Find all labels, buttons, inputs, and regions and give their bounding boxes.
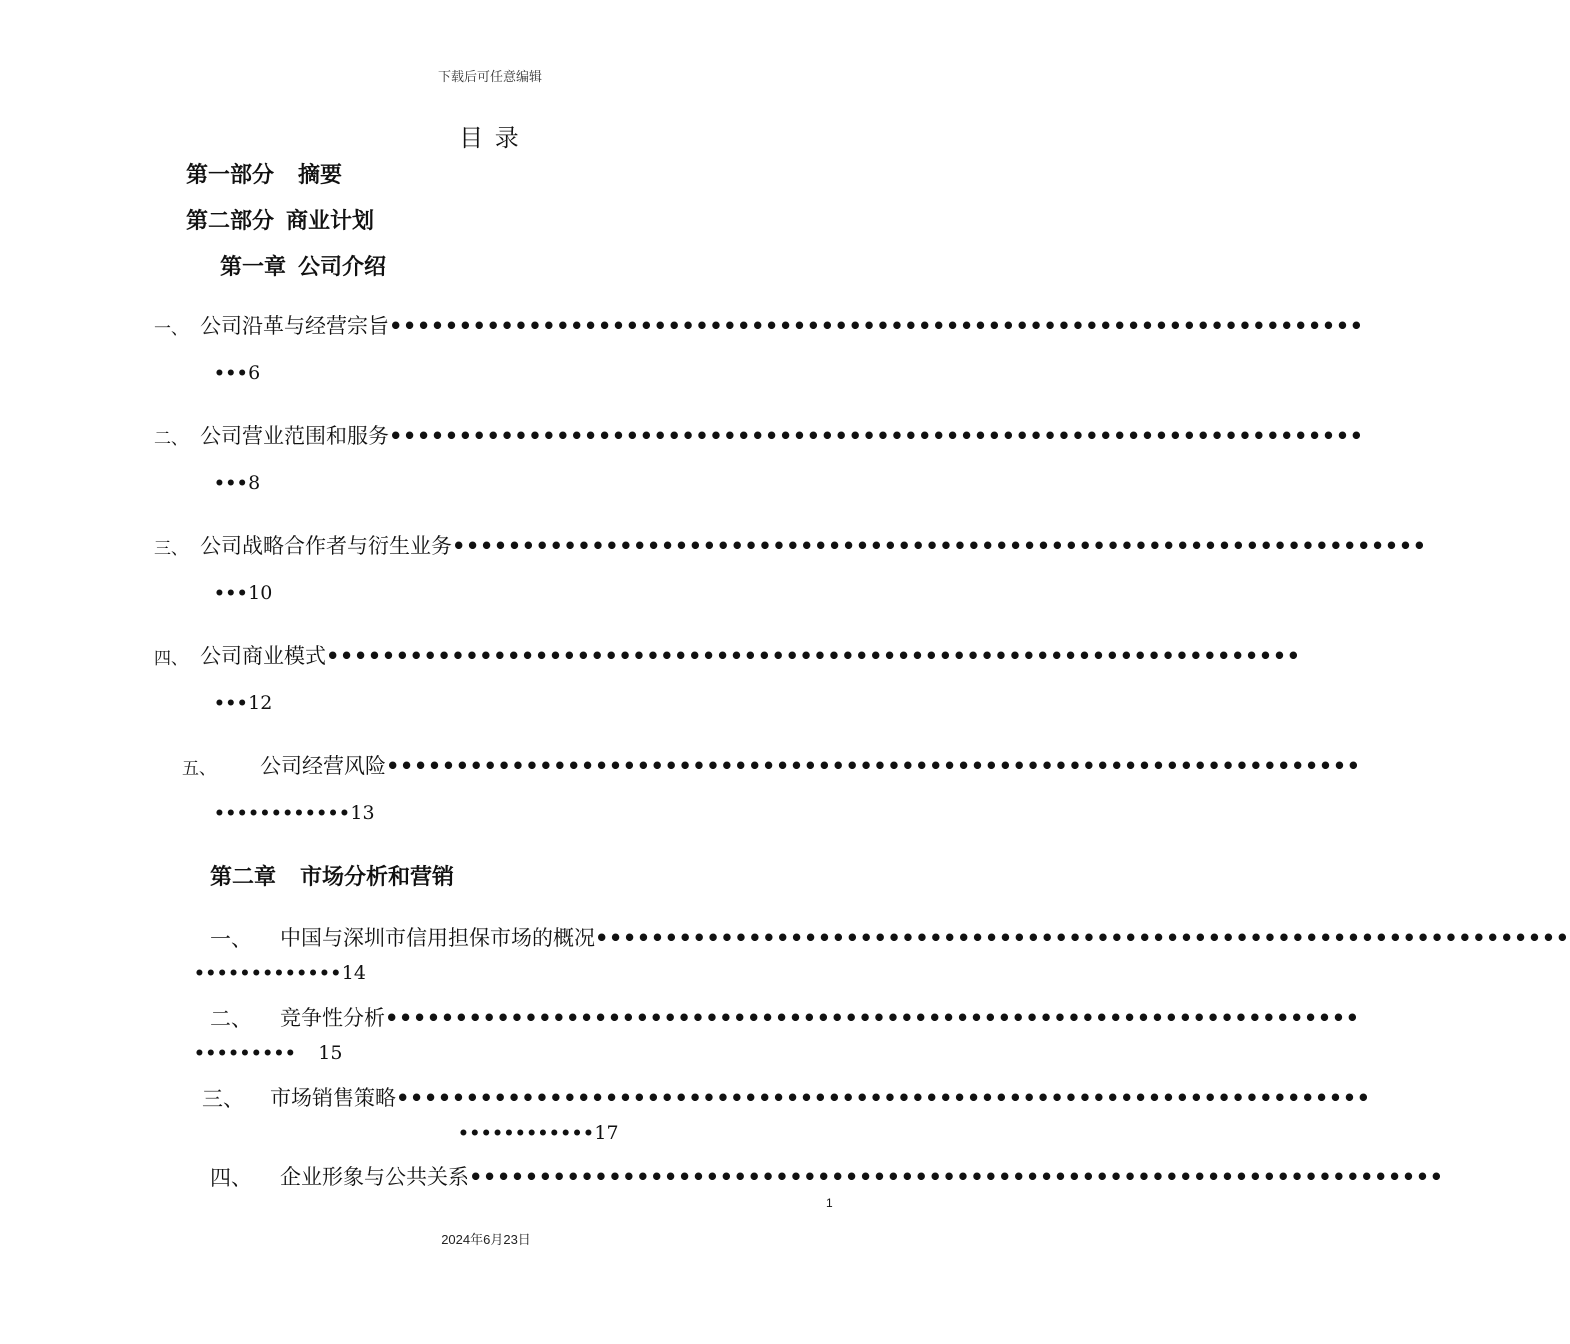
toc-entry-1-3[interactable] bbox=[200, 530, 1427, 560]
toc-chapter-1[interactable] bbox=[220, 250, 386, 281]
toc-entry-1-2[interactable] bbox=[200, 420, 1364, 450]
leader-dots: •••••••••••••••••••••••••••••••••••••••••••••••••••••••••••••••••••••• bbox=[385, 1006, 1360, 1030]
entry-title: 公司战略合作者与衍生业务 bbox=[200, 534, 452, 558]
entry-page: 17 bbox=[594, 1122, 619, 1144]
part-title: 商业计划 bbox=[286, 209, 375, 234]
part-title: 摘要 bbox=[298, 163, 343, 188]
chapter-label: 第二章 bbox=[210, 864, 277, 890]
entry-number: 三、 bbox=[202, 1087, 244, 1111]
entry-number: 四、 bbox=[210, 1166, 252, 1190]
toc-chapter-2[interactable] bbox=[210, 860, 454, 891]
entry-page: 8 bbox=[248, 472, 261, 494]
entry-number: 一、 bbox=[154, 319, 188, 339]
entry-page-line: •••10 bbox=[214, 582, 273, 604]
footer-date: 2024年6月23日 bbox=[441, 1232, 531, 1247]
toc-entry-2-1[interactable] bbox=[280, 922, 1570, 952]
toc-part-1[interactable] bbox=[186, 158, 342, 189]
entry-number: 二、 bbox=[154, 429, 188, 449]
entry-title: 市场销售策略 bbox=[270, 1086, 396, 1110]
toc-entry-2-2[interactable] bbox=[280, 1002, 1360, 1032]
entry-page-line: •••8 bbox=[214, 472, 261, 494]
entry-page: 13 bbox=[350, 802, 375, 824]
entry-title: 竞争性分析 bbox=[280, 1006, 385, 1030]
entry-title: 公司经营风险 bbox=[260, 754, 386, 778]
entry-page: 6 bbox=[248, 362, 261, 384]
toc-entry-1-1[interactable] bbox=[200, 310, 1364, 340]
entry-number: 五、 bbox=[182, 759, 216, 779]
entry-number: 三、 bbox=[154, 539, 188, 559]
toc-title: 目 录 bbox=[459, 124, 521, 152]
entry-number: 一、 bbox=[210, 927, 252, 951]
toc-entry-1-5[interactable] bbox=[260, 750, 1361, 780]
entry-page: 15 bbox=[318, 1042, 343, 1064]
chapter-label: 第一章 bbox=[220, 255, 287, 280]
part-label: 第一部分 bbox=[186, 163, 275, 188]
entry-page: 10 bbox=[248, 582, 273, 604]
leader-dots: •••••••••••••••••••••••••••••••••••••••••••••••••••••••••••••••••••••• bbox=[386, 754, 1361, 778]
entry-page-line: •••12 bbox=[214, 692, 273, 714]
entry-page: 12 bbox=[248, 692, 273, 714]
entry-title: 公司商业模式 bbox=[200, 644, 326, 668]
leader-dots: •••••••••••••••••••••••••••••••••••••••••••••••••••••••••••••••••••••• bbox=[389, 314, 1364, 338]
entry-title: 企业形象与公共关系 bbox=[280, 1165, 469, 1189]
toc-entry-1-4[interactable] bbox=[200, 640, 1301, 670]
entry-title: 中国与深圳市信用担保市场的概况 bbox=[280, 926, 595, 950]
chapter-title: 公司介绍 bbox=[298, 255, 387, 280]
toc-entry-2-3[interactable] bbox=[270, 1082, 1371, 1112]
entry-page-line: ••••••••••••17 bbox=[458, 1122, 619, 1144]
page-number: 1 bbox=[826, 1196, 833, 1210]
entry-page-line: •••6 bbox=[214, 362, 261, 384]
leader-dots: •••••••••••••••••••••••••••••••••••••••••••••••••••••••••••••••••••••• bbox=[469, 1165, 1444, 1189]
header-note: 下载后可任意编辑 bbox=[437, 70, 542, 85]
entry-title: 公司沿革与经营宗旨 bbox=[200, 314, 389, 338]
toc-entry-2-4[interactable] bbox=[280, 1161, 1444, 1191]
entry-number: 二、 bbox=[210, 1007, 252, 1031]
leader-dots: •••••••••••••••••••••••••••••••••••••••••••••••••••••••••••••••••••••• bbox=[326, 644, 1301, 668]
leader-dots: •••••••••••••••••••••••••••••••••••••••••••••••••••••••••••••••••••••• bbox=[389, 424, 1364, 448]
part-label: 第二部分 bbox=[186, 209, 275, 234]
leader-dots: •••••••••••••••••••••••••••••••••••••••••••••••••••••••••••••••••••••• bbox=[396, 1086, 1371, 1110]
entry-page: 14 bbox=[341, 962, 366, 984]
leader-dots: •••••••••••••••••••••••••••••••••••••••••••••••••••••••••••••••••••••• bbox=[452, 534, 1427, 558]
entry-title: 公司营业范围和服务 bbox=[200, 424, 389, 448]
toc-part-2[interactable] bbox=[186, 204, 374, 235]
leader-dots: •••••••••••••••••••••••••••••••••••••••••••••••••••••••••••••••••••••• bbox=[595, 926, 1570, 950]
chapter-title: 市场分析和营销 bbox=[300, 865, 455, 890]
entry-page-line: ••••••••• 15 bbox=[194, 1042, 343, 1064]
entry-number: 四、 bbox=[154, 649, 188, 669]
entry-page-line: •••••••••••••14 bbox=[194, 962, 366, 984]
entry-page-line: ••••••••••••13 bbox=[214, 802, 375, 824]
